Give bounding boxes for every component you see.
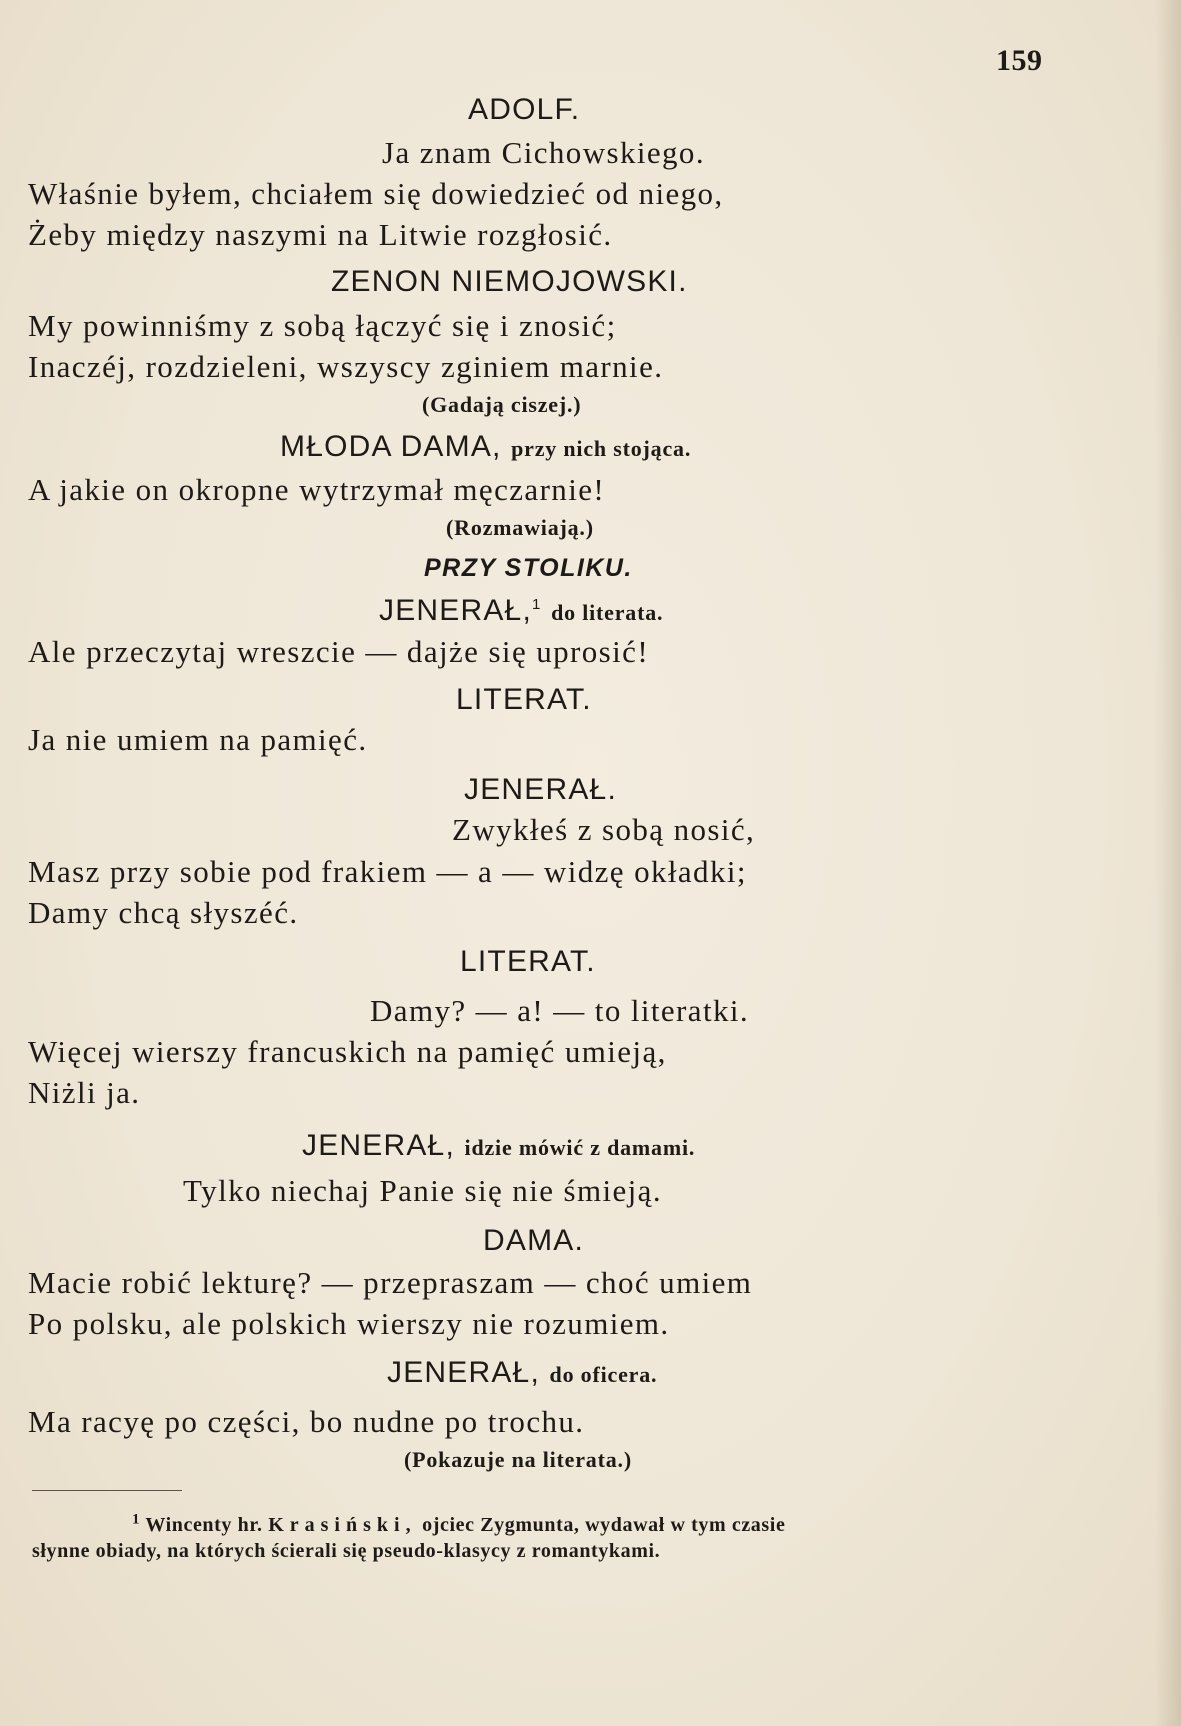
verse-line: Inaczéj, rozdzieleni, wszyscy zginiem marnie. bbox=[28, 349, 664, 384]
footnote-text: ojciec Zygmunta, wydawał w tym czasie bbox=[422, 1514, 786, 1536]
verse-line: Żeby między naszymi na Litwie rozgłosić. bbox=[28, 217, 613, 252]
verse-line: Ale przeczytaj wreszcie — dajże się uprosić! bbox=[28, 634, 650, 669]
verse-line: Zwykłeś z sobą nosić, bbox=[452, 812, 756, 847]
verse-line: Więcej wierszy francuskich na pamięć umieją, bbox=[28, 1034, 667, 1069]
speaker-literat: LITERAT. bbox=[456, 683, 592, 716]
page-edge-shadow bbox=[1155, 0, 1181, 1726]
verse-line: Damy chcą słyszéć. bbox=[28, 895, 299, 930]
verse-line: Ja znam Cichowskiego. bbox=[382, 135, 705, 170]
page-number: 159 bbox=[996, 44, 1043, 77]
footnote-mark: 1 bbox=[132, 1511, 141, 1528]
stage-direction: (Gadają ciszej.) bbox=[422, 392, 582, 417]
verse-line: Ma racyę po części, bo nudne po trochu. bbox=[28, 1404, 585, 1439]
speaker-literat: LITERAT. bbox=[460, 945, 596, 978]
speaker-name: MŁODA DAMA, bbox=[280, 430, 502, 463]
verse-line: Ja nie umiem na pamięć. bbox=[28, 722, 368, 757]
verse-line: Po polsku, ale polskich wierszy nie rozumiem. bbox=[28, 1306, 670, 1341]
speaker-dama: DAMA. bbox=[483, 1224, 585, 1257]
verse-line: Macie robić lekturę? — przepraszam — choć umiem bbox=[28, 1265, 753, 1300]
footnote-line: słynne obiady, na których ścierali się pseudo-klasycy z romantykami. bbox=[32, 1540, 661, 1562]
verse-line: A jakie on okropne wytrzymał męczarnie! bbox=[28, 472, 606, 507]
speaker-adolf: ADOLF. bbox=[468, 93, 581, 126]
stage-direction: (Pokazuje na literata.) bbox=[404, 1447, 632, 1472]
verse-line: Damy? — a! — to literatki. bbox=[370, 993, 750, 1028]
speaker-jeneral: JENERAŁ. bbox=[464, 773, 617, 806]
footnote-mark: 1 bbox=[531, 596, 542, 613]
footnote-text: Wincenty hr. bbox=[145, 1514, 263, 1536]
speaker-zenon-niemojowski: ZENON NIEMOJOWSKI. bbox=[331, 265, 688, 298]
speaker-jeneral bbox=[302, 1131, 695, 1161]
speaker-jeneral bbox=[379, 596, 663, 626]
speaker-mloda-dama bbox=[280, 432, 691, 462]
stage-direction: przy nich stojąca. bbox=[511, 436, 692, 461]
footnote-name: Krasiński, bbox=[268, 1514, 417, 1536]
verse-line: My powinniśmy z sobą łączyć się i znosić; bbox=[28, 308, 617, 343]
stage-direction: do literata. bbox=[551, 600, 664, 625]
stage-direction: idzie mówić z damami. bbox=[464, 1135, 696, 1160]
speaker-name: JENERAŁ, bbox=[302, 1129, 455, 1162]
verse-line: Niżli ja. bbox=[28, 1075, 141, 1110]
footnote-rule bbox=[32, 1490, 182, 1491]
speaker-jeneral bbox=[387, 1358, 657, 1388]
stage-direction: (Rozmawiają.) bbox=[446, 515, 594, 540]
speaker-name: JENERAŁ, bbox=[387, 1356, 540, 1389]
verse-line: Tylko niechaj Panie się nie śmieją. bbox=[183, 1173, 662, 1208]
verse-line: Masz przy sobie pod frakiem — a — widzę okładki; bbox=[28, 854, 747, 889]
stage-direction: do oficera. bbox=[549, 1362, 658, 1387]
footnote-line bbox=[132, 1511, 786, 1536]
verse-line: Właśnie byłem, chciałem się dowiedzieć od niego, bbox=[28, 176, 724, 211]
speaker-name: JENERAŁ, bbox=[379, 594, 532, 627]
scene-heading: PRZY STOLIKU. bbox=[424, 554, 633, 582]
